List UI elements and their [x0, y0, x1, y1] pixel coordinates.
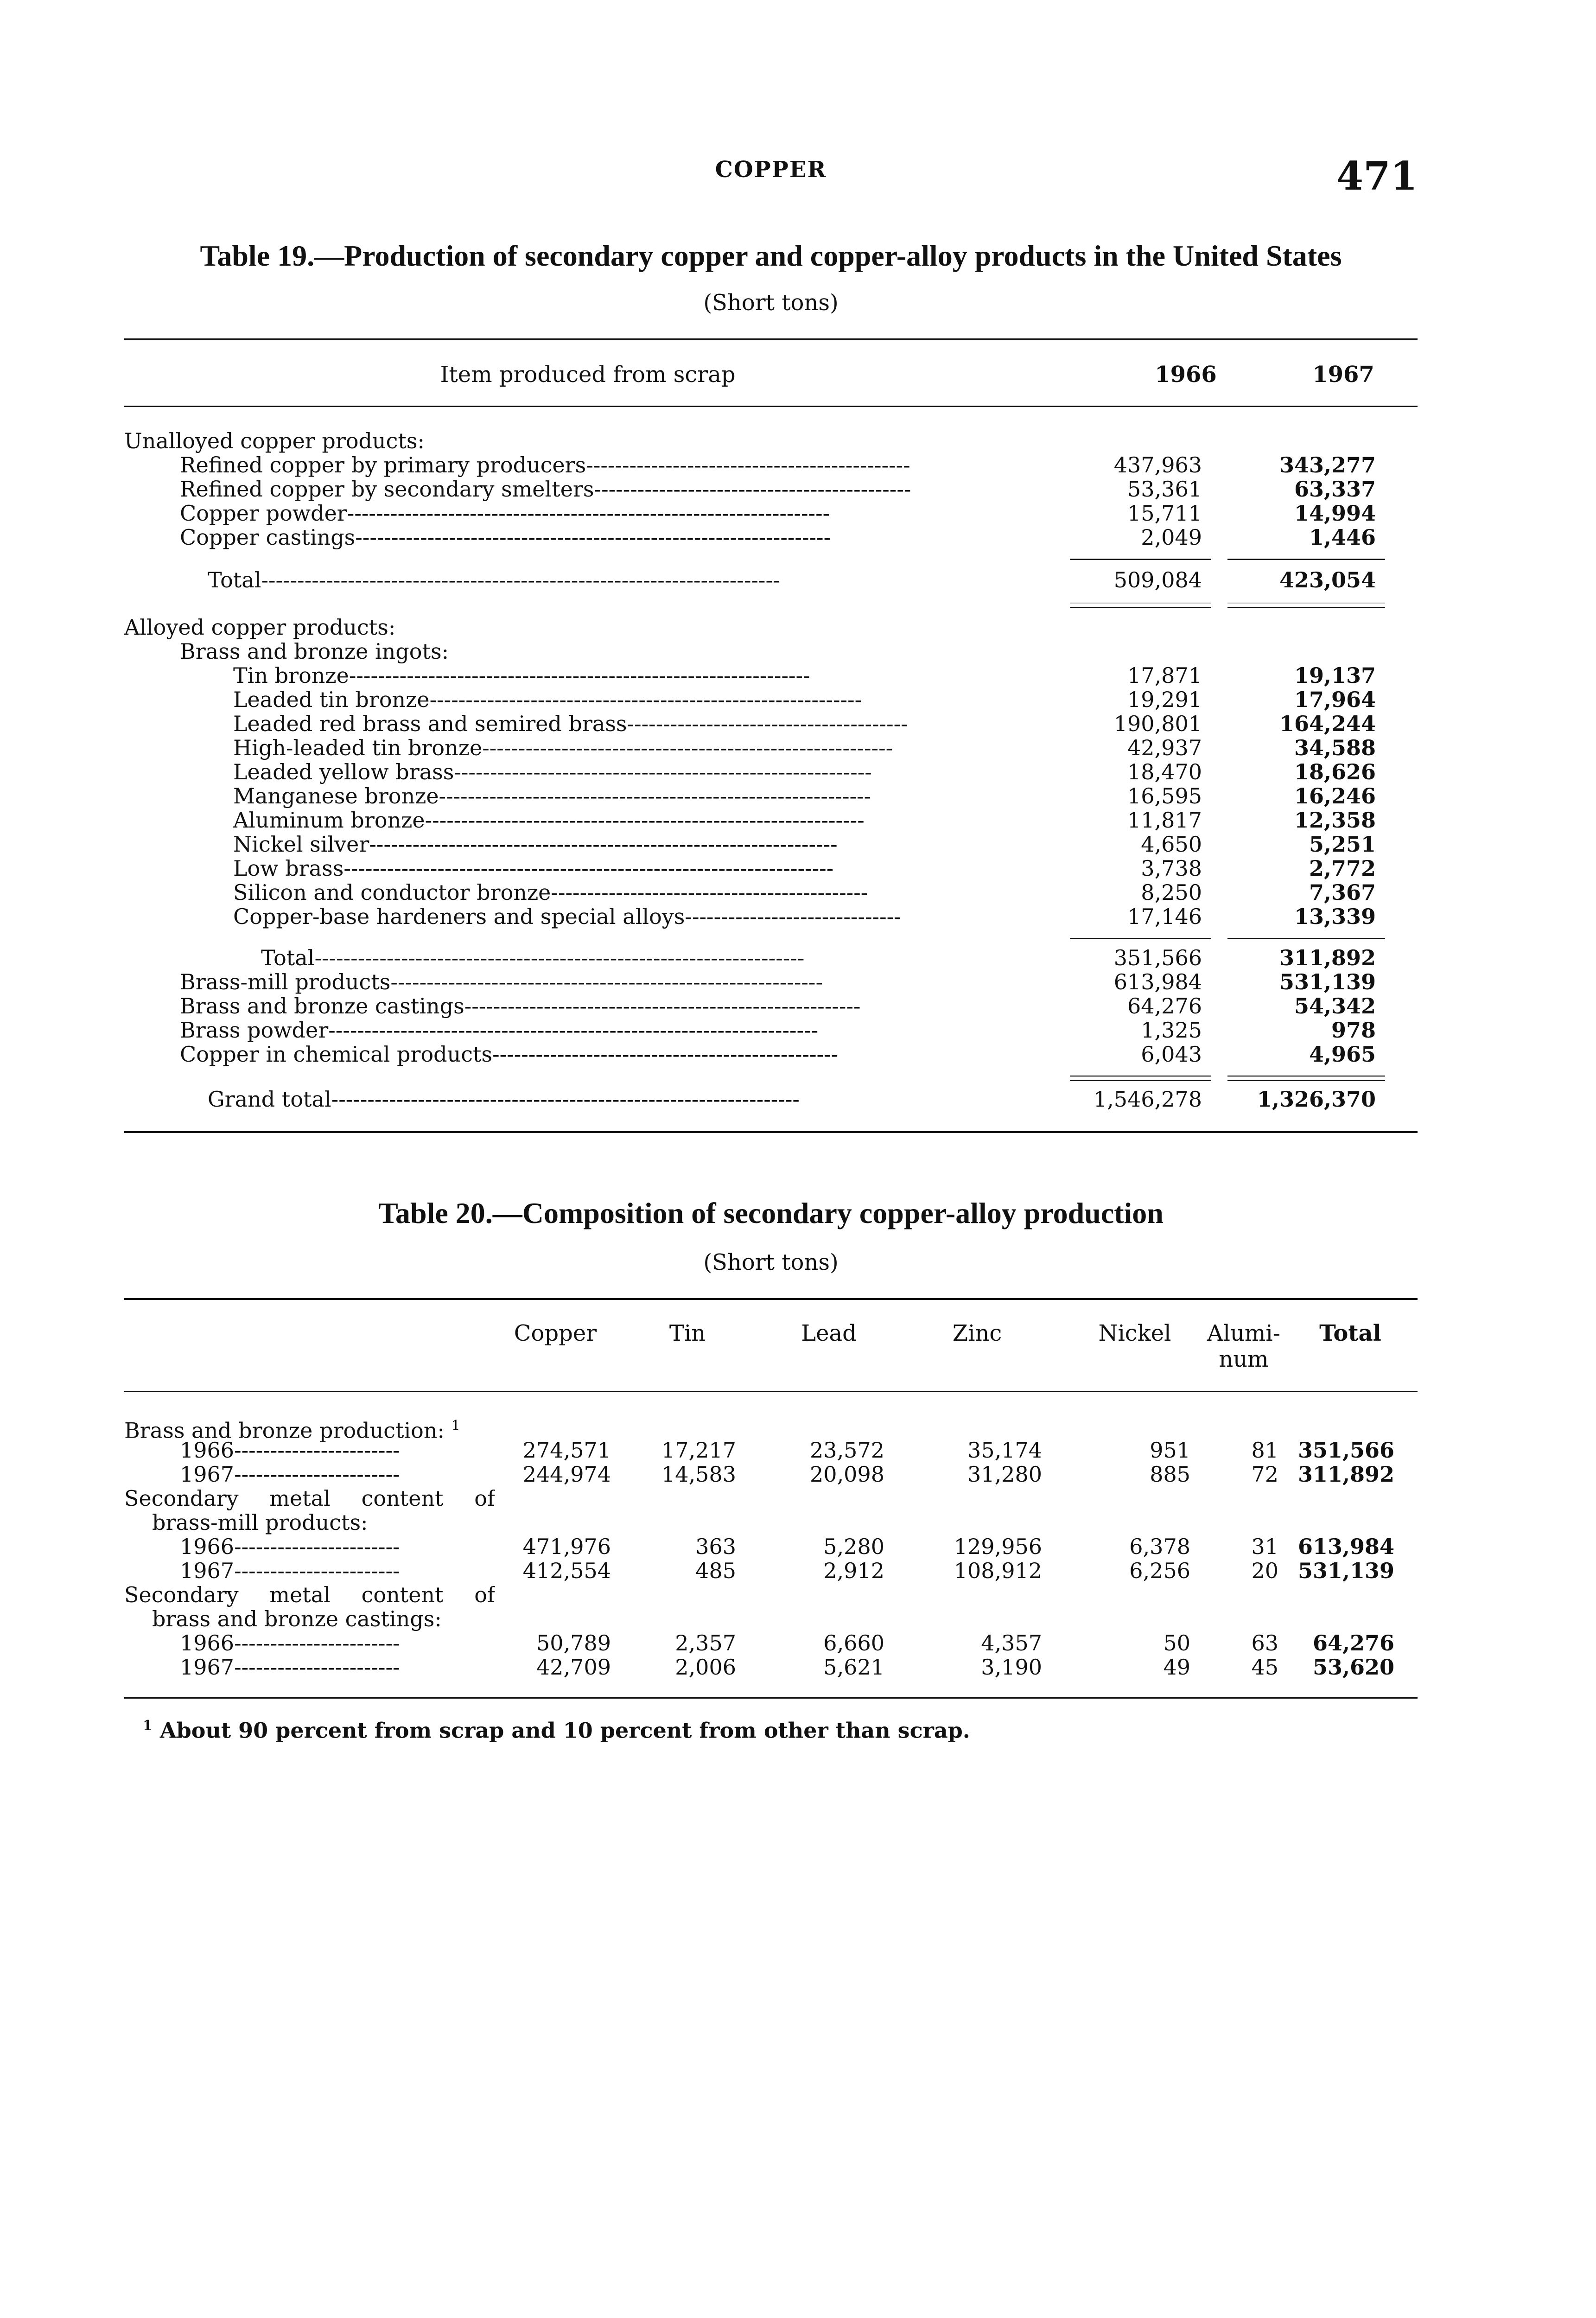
total-double-rule	[1227, 603, 1385, 608]
table19-col-item: Item produced from scrap	[440, 362, 736, 388]
value-1966: 11,817	[1127, 808, 1202, 833]
table-row	[124, 712, 1418, 736]
row-label: Alloyed copper products:	[124, 615, 396, 639]
row-label: Nickel silver-----------------------------------------------------------------	[233, 832, 838, 856]
group-label: Brass and bronze production: $^1$	[124, 1418, 460, 1443]
row-label: Aluminum bronze-------------------------------------------------------------	[233, 808, 865, 832]
table20-top-rule	[124, 1298, 1418, 1300]
table-row	[124, 477, 1418, 501]
table-row	[124, 453, 1418, 477]
row-label: Manganese bronze------------------------------------------------------------	[233, 784, 871, 808]
row-label: Tin bronze----------------------------------------------------------------	[233, 663, 810, 688]
value-1966: 16,595	[1127, 783, 1202, 809]
table-row: 1967----------------------- 42,709 2,006 5,621 3,190 49 45 53,620	[180, 1655, 1394, 1680]
value-1966: 6,043	[1141, 1042, 1202, 1067]
value-1966: 351,566	[1113, 945, 1202, 970]
row-label: Copper castings------------------------------------------------------------------	[180, 525, 831, 549]
table-row	[124, 760, 1418, 784]
value-1967: 1,446	[1309, 525, 1376, 550]
row-label: Silicon and conductor bronze--------------------------------------------	[233, 880, 868, 904]
row-label: Total--------------------------------------------------------------------	[261, 946, 805, 970]
value-1966: 15,711	[1127, 501, 1202, 526]
table19-bottom-rule	[124, 1131, 1418, 1133]
row-label: Copper in chemical products------------------------------------------------	[180, 1042, 839, 1066]
running-head	[124, 153, 1418, 199]
row-label: Brass powder--------------------------------------------------------------------	[180, 1018, 819, 1042]
value-1967: 54,342	[1294, 993, 1376, 1019]
table-row	[124, 808, 1418, 832]
table-row: 1966----------------------- 274,571 17,217 23,572 35,174 951 81 351,566	[180, 1438, 1394, 1463]
col-aluminum: Alumi- num	[1207, 1320, 1280, 1372]
table-row: 1966----------------------- 50,789 2,357 6,660 4,357 50 63 64,276	[180, 1630, 1394, 1656]
value-1967: 63,337	[1294, 477, 1376, 502]
running-title: COPPER	[715, 157, 827, 183]
row-label: Refined copper by primary producers---------------------------------------------	[180, 453, 910, 477]
table-row	[124, 946, 1418, 970]
row-label: Leaded tin bronze------------------------------------------------------------	[233, 688, 862, 712]
table-row	[124, 429, 1418, 453]
table-row: 1967----------------------- 412,554 485 2,912 108,912 6,256 20 531,139	[180, 1558, 1394, 1583]
value-1967: 4,965	[1309, 1042, 1376, 1067]
table-row	[124, 994, 1418, 1018]
value-1967: 7,367	[1309, 880, 1376, 905]
value-1966: 17,146	[1127, 904, 1202, 929]
value-1967: 2,772	[1309, 856, 1376, 881]
table-row	[124, 904, 1418, 929]
table-row	[124, 1018, 1418, 1042]
value-1967: 311,892	[1279, 945, 1376, 970]
table-row	[124, 784, 1418, 808]
total-double-rule	[1070, 1076, 1211, 1081]
table-row	[124, 880, 1418, 904]
col-tin: Tin	[669, 1320, 706, 1346]
subtotal-rule	[1070, 938, 1211, 939]
table-row	[124, 856, 1418, 880]
value-1967: 1,326,370	[1257, 1087, 1376, 1112]
table20-header-rule	[124, 1391, 1418, 1392]
row-label: Low brass--------------------------------------------------------------------	[233, 856, 834, 880]
value-1967: 978	[1331, 1018, 1376, 1043]
value-1966: 2,049	[1141, 525, 1202, 550]
row-label: Brass and bronze ingots:	[180, 639, 449, 663]
row-label: Leaded yellow brass----------------------------------------------------------	[233, 760, 872, 784]
group-label: brass and bronze castings:	[152, 1607, 442, 1631]
value-1966: 1,325	[1141, 1018, 1202, 1043]
value-1967: 343,277	[1279, 452, 1376, 478]
subtotal-rule	[1227, 938, 1385, 939]
value-1967: 19,137	[1294, 663, 1376, 688]
value-1966: 53,361	[1127, 477, 1202, 502]
row-label: Refined copper by secondary smelters--------------------------------------------	[180, 477, 911, 501]
footnote: $^1$ About 90 percent from scrap and 10 percent from other than scrap.	[143, 1718, 970, 1743]
value-1967: 423,054	[1279, 567, 1376, 592]
value-1967: 16,246	[1294, 783, 1376, 809]
value-1966: 437,963	[1113, 452, 1202, 478]
table-row: 1967----------------------- 244,974 14,583 20,098 31,280 885 72 311,892	[180, 1462, 1394, 1487]
table20-bottom-rule	[124, 1697, 1418, 1699]
value-1966: 19,291	[1127, 687, 1202, 712]
group-label: brass-mill products:	[152, 1510, 368, 1535]
value-1966: 42,937	[1127, 735, 1202, 760]
row-label: Copper powder-------------------------------------------------------------------	[180, 501, 830, 525]
value-1966: 1,546,278	[1093, 1087, 1202, 1112]
value-1967: 5,251	[1309, 832, 1376, 857]
value-1967: 531,139	[1279, 969, 1376, 994]
row-label: Total------------------------------------------------------------------------	[208, 568, 780, 592]
group-label: Secondary metal content of	[124, 1486, 495, 1510]
col-lead: Lead	[801, 1320, 857, 1346]
value-1966: 17,871	[1127, 663, 1202, 688]
table-row	[124, 1042, 1418, 1066]
table-row	[124, 525, 1418, 549]
col-zinc: Zinc	[952, 1320, 1002, 1346]
col-copper: Copper	[514, 1320, 597, 1346]
subtotal-rule	[1070, 559, 1211, 560]
table20-unit: (Short tons)	[703, 1249, 839, 1275]
row-label: Brass and bronze castings-------------------------------------------------------	[180, 994, 861, 1018]
table-row	[124, 970, 1418, 994]
row-label: Leaded red brass and semired brass---------------------------------------	[233, 712, 908, 736]
table19-col-1967: 1967	[1312, 362, 1374, 388]
value-1966: 8,250	[1141, 880, 1202, 905]
value-1966: 509,084	[1113, 567, 1202, 592]
col-total: Total	[1319, 1320, 1381, 1346]
table-row	[124, 568, 1418, 592]
value-1967: 18,626	[1294, 759, 1376, 784]
table19-unit: (Short tons)	[703, 290, 839, 316]
table-row	[124, 663, 1418, 688]
value-1966: 18,470	[1127, 759, 1202, 784]
table-row	[124, 688, 1418, 712]
table19-header-rule	[124, 406, 1418, 407]
value-1966: 190,801	[1113, 711, 1202, 736]
row-label: Unalloyed copper products:	[124, 429, 425, 453]
row-label: Grand total-----------------------------------------------------------------	[208, 1087, 800, 1111]
subtotal-rule	[1227, 559, 1385, 560]
total-double-rule	[1227, 1076, 1385, 1081]
table-row	[124, 639, 1418, 663]
table-row	[124, 736, 1418, 760]
value-1966: 613,984	[1113, 969, 1202, 994]
table-row	[124, 832, 1418, 856]
table19-col-1966: 1966	[1155, 362, 1217, 388]
table19-top-rule	[124, 338, 1418, 340]
value-1967: 34,588	[1294, 735, 1376, 760]
row-label: Brass-mill products------------------------------------------------------------	[180, 970, 823, 994]
table20-title: Table 20.—Composition of secondary copper-alloy production	[378, 1197, 1164, 1229]
table-row	[124, 1087, 1418, 1111]
value-1966: 3,738	[1141, 856, 1202, 881]
page-number: 471	[1336, 153, 1418, 199]
table-row	[124, 501, 1418, 525]
value-1966: 64,276	[1127, 993, 1202, 1019]
value-1967: 164,244	[1279, 711, 1376, 736]
value-1967: 14,994	[1294, 501, 1376, 526]
total-double-rule	[1070, 603, 1211, 608]
value-1966: 4,650	[1141, 832, 1202, 857]
row-label: High-leaded tin bronze---------------------------------------------------------	[233, 736, 893, 760]
col-nickel: Nickel	[1098, 1320, 1171, 1346]
value-1967: 17,964	[1294, 687, 1376, 712]
table19-title: Table 19.—Production of secondary copper and copper-alloy products in the United States	[200, 239, 1342, 272]
table-row: 1966----------------------- 471,976 363 5,280 129,956 6,378 31 613,984	[180, 1534, 1394, 1559]
row-label: Copper-base hardeners and special alloys------------------------------	[233, 904, 901, 929]
value-1967: 12,358	[1294, 808, 1376, 833]
group-label: Secondary metal content of	[124, 1583, 495, 1607]
table-row	[124, 615, 1418, 639]
value-1967: 13,339	[1294, 904, 1376, 929]
